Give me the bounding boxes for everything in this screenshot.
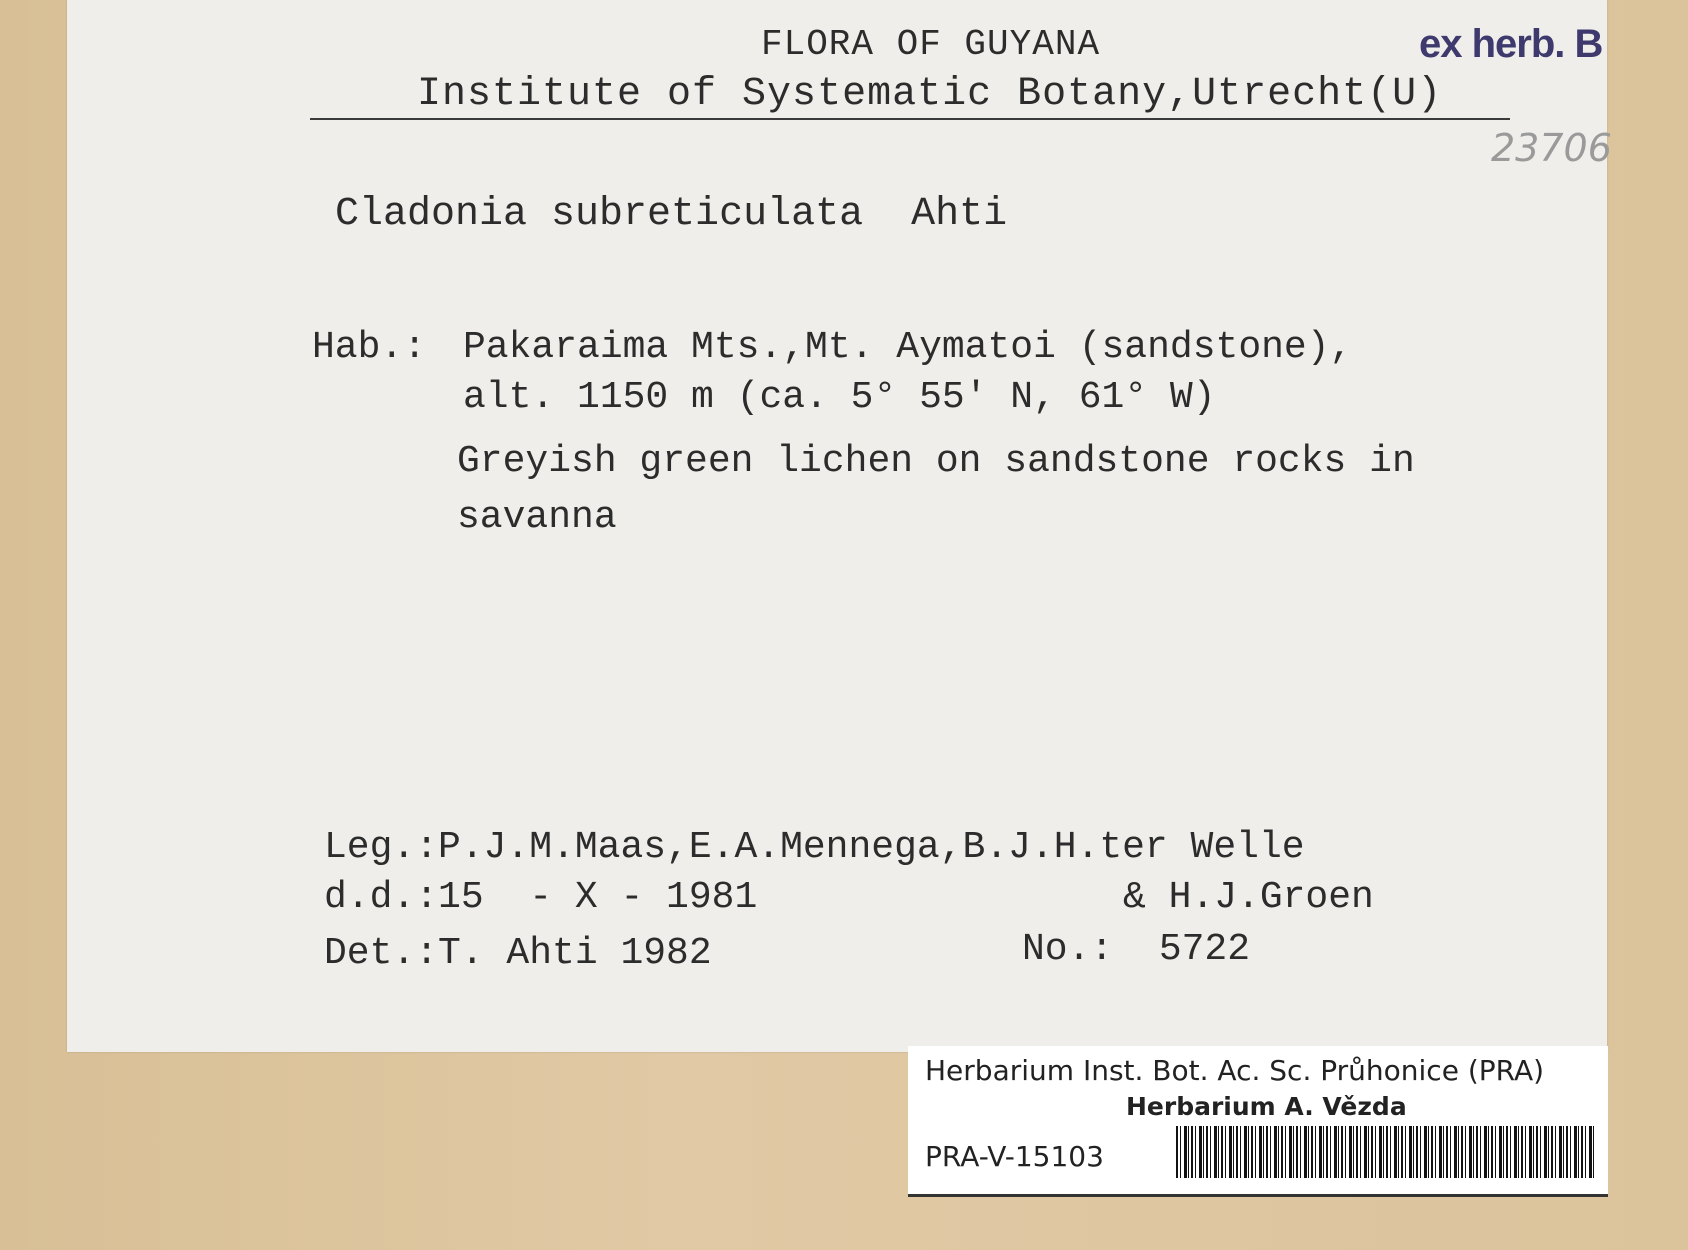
description-line-2: savanna	[457, 496, 617, 539]
description-line-1: Greyish green lichen on sandstone rocks in	[457, 440, 1415, 483]
header-rule	[310, 118, 1510, 120]
collection-number: No.: 5722	[1022, 928, 1251, 971]
label-title: FLORA OF GUYANA	[761, 24, 1101, 65]
collectors: Leg.:P.J.M.Maas,E.A.Mennega,B.J.H.ter Welle	[324, 826, 1305, 869]
taxon-name: Cladonia subreticulata Ahti	[335, 192, 1008, 237]
specimen-label	[67, 0, 1612, 1052]
herbarium-institution: Herbarium Inst. Bot. Ac. Sc. Průhonice (PRA)	[925, 1054, 1545, 1087]
herbarium-collection: Herbarium A. Vězda	[1126, 1092, 1407, 1121]
collectors-continued: & H.J.Groen	[1123, 876, 1374, 919]
ex-herb-stamp: ex herb. B	[1419, 22, 1603, 66]
collection-date: d.d.:15 - X - 1981	[324, 876, 758, 919]
barcode	[1176, 1126, 1596, 1178]
accession-number: 23706	[1491, 126, 1612, 170]
herbarium-barcode-label	[908, 1046, 1608, 1197]
habitat-line-1: Pakaraima Mts.,Mt. Aymatoi (sandstone),	[463, 326, 1353, 369]
habitat-line-2: alt. 1150 m (ca. 5° 55' N, 61° W)	[463, 376, 1216, 419]
specimen-id: PRA-V-15103	[925, 1140, 1104, 1173]
institute-name: Institute of Systematic Botany,Utrecht(U)	[417, 72, 1443, 117]
habitat-label: Hab.:	[312, 326, 427, 369]
determiner: Det.:T. Ahti 1982	[324, 932, 712, 975]
